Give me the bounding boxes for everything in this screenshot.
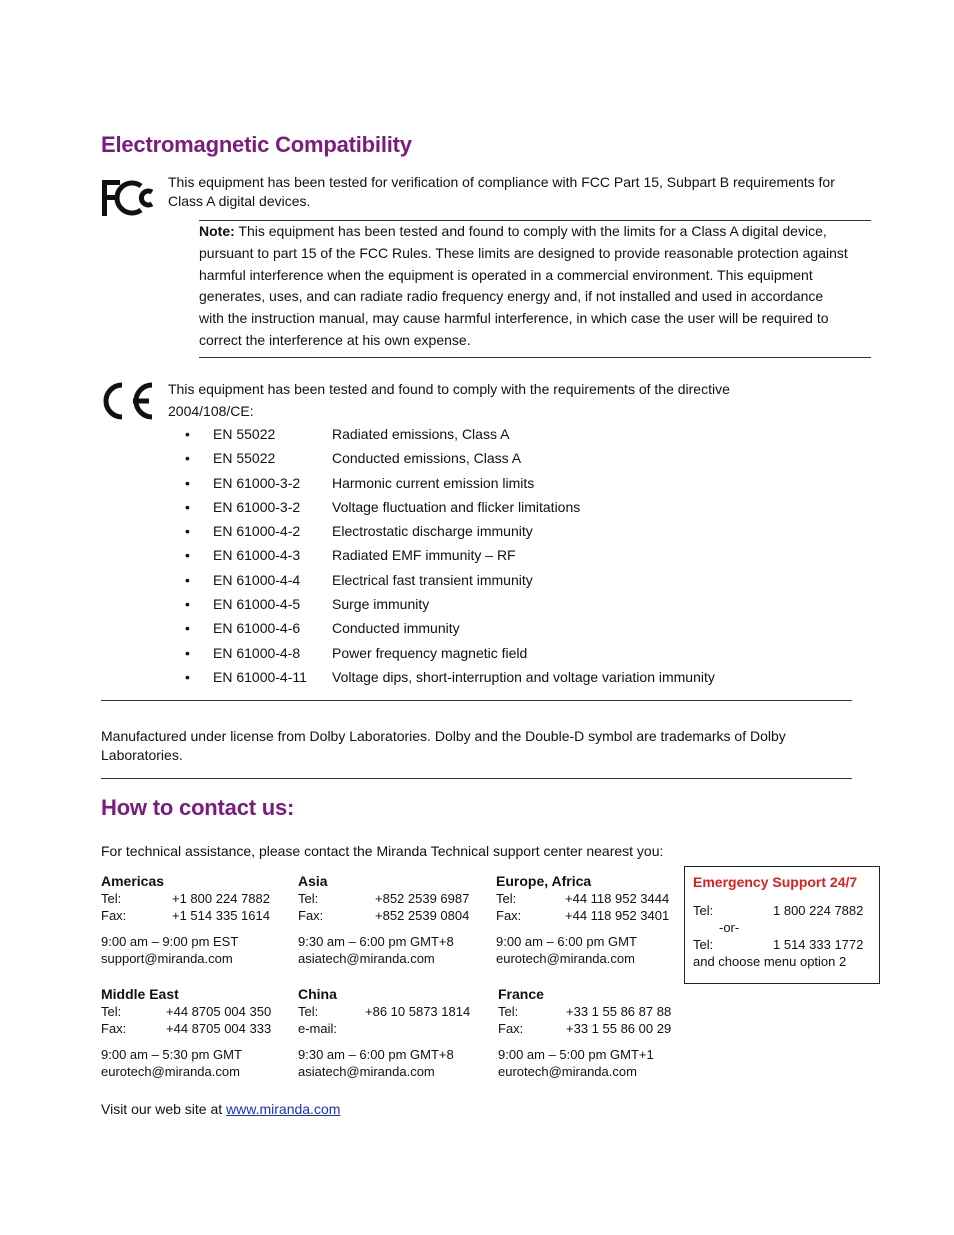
contact-region	[498, 986, 688, 1080]
note-bottom-divider	[199, 357, 871, 358]
ce-standard-item	[185, 449, 865, 473]
standard-code: EN 61000-4-8	[213, 644, 301, 661]
fax-number: +44 118 952 3401	[565, 908, 670, 923]
ce-standard-item	[185, 644, 865, 668]
standard-description: Voltage fluctuation and flicker limitations	[332, 498, 581, 515]
region-name: Europe, Africa	[496, 873, 592, 889]
bullet-icon: •	[185, 426, 190, 442]
website-link[interactable]: www.miranda.com	[226, 1101, 341, 1117]
tel-number: +44 118 952 3444	[565, 891, 670, 906]
ce-standard-item	[185, 595, 865, 619]
dolby-bottom-divider	[101, 778, 852, 779]
office-hours: 9:00 am – 5:30 pm GMT	[101, 1047, 242, 1062]
standard-code: EN 61000-4-5	[213, 596, 301, 613]
note-text: This equipment has been tested and found to comply with the limits for a Class A digital device, pursuant to part 15 of the FCC Rules. These limits are designed to provide reasonable protection against harmful interference when the equipment is operated in a commercial environment. This equipment generates, uses, and can radiate radio frequency energy and, if not installed and used in accordance with the instruction manual, may cause harmful interference, in which case the user will be required to correct the interference at his own expense.	[199, 223, 848, 348]
emergency-tel-label-1: Tel:	[693, 903, 714, 918]
bullet-icon: •	[185, 547, 190, 564]
ce-standard-item	[185, 522, 865, 546]
note-label: Note:	[199, 223, 235, 239]
ce-standard-item	[185, 425, 865, 449]
ce-mark-icon	[100, 381, 156, 421]
ce-standard-item	[185, 546, 865, 570]
tel-label: Tel:	[298, 1004, 319, 1019]
support-email: asiatech@miranda.com	[298, 951, 435, 966]
standard-code: EN 61000-4-4	[213, 571, 301, 588]
tel-number: +33 1 55 86 87 88	[566, 1004, 672, 1019]
standard-description: Conducted emissions, Class A	[332, 450, 522, 467]
office-hours: 9:30 am – 6:00 pm GMT+8	[298, 934, 454, 949]
emergency-tel-label-2: Tel:	[693, 937, 714, 952]
bullet-icon: •	[185, 474, 190, 491]
fax-number: +33 1 55 86 00 29	[566, 1021, 672, 1036]
website-line	[101, 1100, 340, 1119]
fax-label: Fax:	[101, 1021, 127, 1036]
bullet-icon: •	[185, 668, 190, 685]
emergency-title: Emergency Support 24/7	[693, 874, 858, 890]
fax-label: Fax:	[496, 908, 522, 923]
support-email: asiatech@miranda.com	[298, 1064, 435, 1079]
office-hours: 9:00 am – 9:00 pm EST	[101, 934, 239, 949]
contact-intro: For technical assistance, please contact the Miranda Technical support center nearest you:	[101, 843, 664, 859]
contact-region	[298, 873, 488, 967]
support-email: eurotech@miranda.com	[496, 951, 635, 966]
ce-standard-item	[185, 474, 865, 498]
tel-label: Tel:	[298, 891, 319, 906]
bullet-icon: •	[185, 644, 190, 661]
emergency-tel-1: 1 800 224 7882	[773, 903, 864, 918]
dolby-notice: Manufactured under license from Dolby Laboratories. Dolby and the Double-D symbol are trademarks of Dolby Laboratories.	[101, 728, 786, 763]
office-hours: 9:00 am – 5:00 pm GMT+1	[498, 1047, 654, 1062]
contact-region	[298, 986, 488, 1080]
standard-description: Surge immunity	[332, 596, 430, 613]
bullet-icon: •	[185, 523, 190, 540]
emergency-tel-2: 1 514 333 1772	[773, 937, 864, 952]
fax-label: Fax:	[298, 908, 324, 923]
standard-code: EN 61000-3-2	[213, 498, 301, 515]
ce-standard-item	[185, 668, 865, 692]
region-name: Americas	[101, 873, 165, 889]
standard-code: EN 61000-4-2	[213, 523, 301, 540]
fax-label: e-mail:	[298, 1021, 338, 1036]
support-email: eurotech@miranda.com	[101, 1064, 240, 1079]
standard-description: Electrostatic discharge immunity	[332, 523, 533, 540]
fcc-note	[199, 221, 851, 352]
ce-standard-item	[185, 498, 865, 522]
region-name: France	[498, 986, 544, 1002]
office-hours: 9:00 am – 6:00 pm GMT	[496, 934, 637, 949]
contact-region	[101, 986, 291, 1080]
tel-label: Tel:	[101, 891, 122, 906]
fcc-logo-icon	[101, 178, 157, 218]
tel-label: Tel:	[101, 1004, 122, 1019]
standard-description: Harmonic current emission limits	[332, 474, 535, 491]
visit-text: Visit our web site at	[101, 1101, 227, 1117]
standard-code: EN 61000-4-6	[213, 620, 301, 637]
standard-description: Power frequency magnetic field	[332, 644, 528, 661]
standard-description: Radiated emissions, Class A	[332, 426, 510, 442]
ce-bottom-divider	[101, 700, 852, 701]
bullet-icon: •	[185, 596, 190, 613]
tel-label: Tel:	[496, 891, 517, 906]
standard-code: EN 61000-3-2	[213, 474, 301, 491]
support-email: eurotech@miranda.com	[498, 1064, 637, 1079]
region-name: Middle East	[101, 986, 179, 1002]
emc-heading: Electromagnetic Compatibility	[101, 132, 412, 157]
ce-standards-list	[185, 425, 865, 692]
bullet-icon: •	[185, 620, 190, 637]
emergency-or: -or-	[719, 920, 740, 935]
standard-description: Electrical fast transient immunity	[332, 571, 533, 588]
fax-number: +1 514 335 1614	[172, 908, 270, 923]
standard-description: Conducted immunity	[332, 620, 460, 637]
bullet-icon: •	[185, 498, 190, 515]
region-name: Asia	[298, 873, 328, 889]
tel-label: Tel:	[498, 1004, 519, 1019]
standard-code: EN 55022	[213, 450, 276, 467]
region-name: China	[298, 986, 337, 1002]
contact-region	[101, 873, 291, 967]
emergency-support-box	[684, 866, 880, 984]
ce-standard-item	[185, 571, 865, 595]
standard-code: EN 61000-4-11	[213, 668, 307, 685]
fcc-statement: This equipment has been tested for verification of compliance with FCC Part 15, Subpart B requirements for Class A digital devices.	[168, 174, 835, 209]
office-hours: 9:30 am – 6:00 pm GMT+8	[298, 1047, 454, 1062]
support-email: support@miranda.com	[101, 951, 233, 966]
contact-heading: How to contact us:	[101, 795, 295, 820]
contact-region	[496, 873, 686, 967]
bullet-icon: •	[185, 571, 190, 588]
standard-code: EN 55022	[213, 426, 276, 442]
standard-description: Voltage dips, short-interruption and voltage variation immunity	[332, 668, 715, 685]
tel-number: +44 8705 004 350	[166, 1004, 272, 1019]
ce-standard-item	[185, 619, 865, 643]
ce-statement: This equipment has been tested and found to comply with the requirements of the directive 2004/108/CE:	[168, 381, 730, 419]
standard-description: Radiated EMF immunity – RF	[332, 547, 516, 564]
fax-number: +44 8705 004 333	[166, 1021, 272, 1036]
fax-label: Fax:	[101, 908, 127, 923]
emergency-menu-text: and choose menu option 2	[693, 954, 847, 969]
fax-number: +852 2539 0804	[375, 908, 470, 923]
tel-number: +852 2539 6987	[375, 891, 470, 906]
fax-label: Fax:	[498, 1021, 524, 1036]
tel-number: +1 800 224 7882	[172, 891, 270, 906]
tel-number: +86 10 5873 1814	[365, 1004, 471, 1019]
bullet-icon: •	[185, 450, 190, 467]
standard-code: EN 61000-4-3	[213, 547, 301, 564]
